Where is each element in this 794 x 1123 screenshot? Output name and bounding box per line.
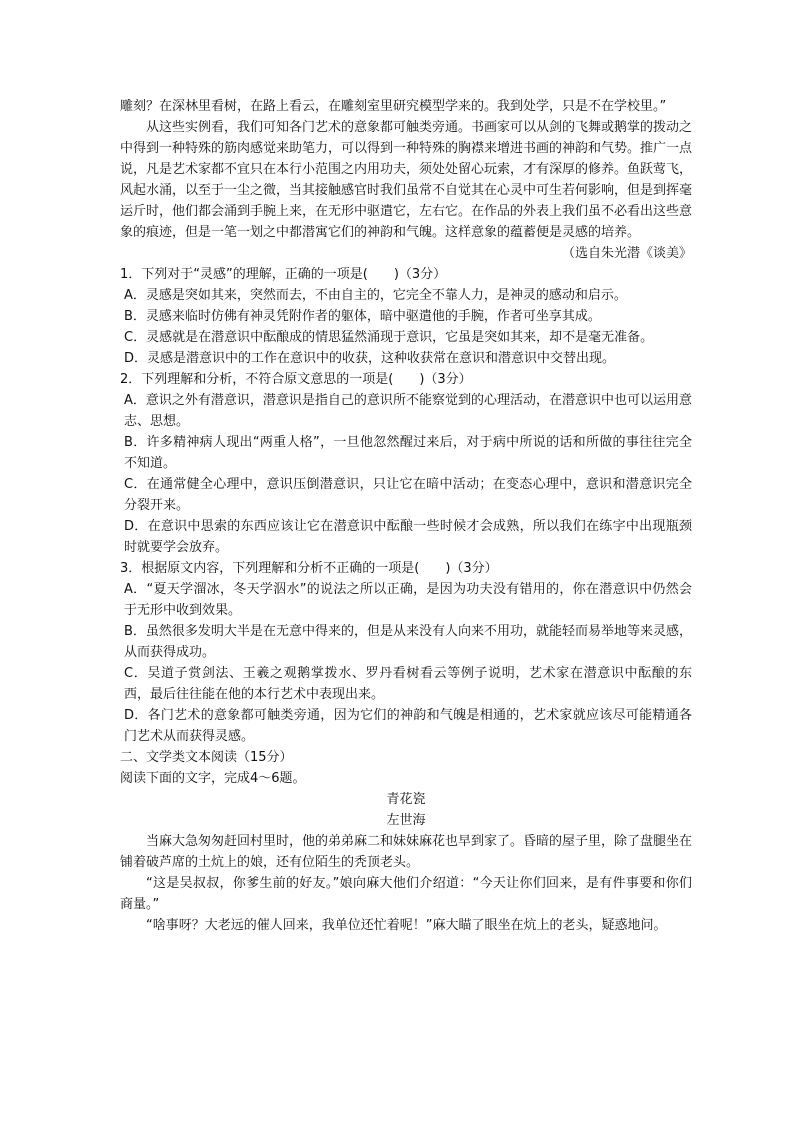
question-option: D．各门艺术的意象都可触类旁通，因为它们的神韵和气魄是相通的，艺术家就应该尽可能精通各门艺术从而获得灵感。 xyxy=(124,708,692,744)
question-stem: 2．下列理解和分析，不符合原文意思的一项是( )（3分） xyxy=(120,372,472,387)
question-option: A．灵感是突如其来，突然而去，不由自主的，它完全不靠人力，是神灵的感动和启示。 xyxy=(124,288,627,303)
story-title: 青花瓷 xyxy=(386,792,426,807)
question-option: C．灵感就是在潜意识中酝酿成的情思猛然涌现于意识，它虽是突如其来，却不是毫无准备。 xyxy=(124,330,654,345)
question-option: C．在通常健全心理中，意识压倒潜意识，只让它在暗中活动；在变态心理中，意识和潜意识完全分裂开来。 xyxy=(124,477,692,513)
question-2 xyxy=(120,369,692,558)
story-paragraph: 当麻大急匆匆赶回村里时，他的弟弟麻二和妹妹麻花也早到家了。昏暗的屋子里，除了盘腿坐在铺着破芦席的土炕上的娘，还有位陌生的秃顶老头。 xyxy=(120,834,693,870)
story-author: 左世海 xyxy=(386,813,426,828)
passage-paragraph-main: 从这些实例看，我们可知各门艺术的意象都可触类旁通。书画家可以从剑的飞舞或鹅掌的拨动之中得到一种特殊的筋肉感觉来助笔力，可以得到一种特殊的胸襟来增进书画的神韵和气势。推广一点说，凡是艺术家都不宜只在本行小范围之内用功夫，须处处留心玩索，才有深厚的修养。鱼跃莺飞，风起水涌，以至于一尘之微，当其接触感官时我们虽常不自觉其在心灵中可生若何影响，但是到挥毫运斤时，他们都会涌到手腕上来，在无形中驱遣它，左右它。在作品的外表上我们虽不必看出这些意象的痕迹，但是一笔一划之中都潜寓它们的神韵和气魄。这样意象的蕴蓄便是灵感的培养。 xyxy=(120,120,693,240)
question-option: C．吴道子赏剑法、王羲之观鹅掌拨水、罗丹看树看云等例子说明，艺术家在潜意识中酝酿的东西，最后往往能在他的本行艺术中表现出来。 xyxy=(124,666,692,702)
question-option: B．许多精神病人现出“两重人格”，一旦他忽然醒过来后，对于病中所说的话和所做的事往往完全不知道。 xyxy=(124,435,692,471)
story-paragraph: “啥事呀？大老远的催人回来，我单位还忙着呢！”麻大瞄了眼坐在炕上的老头，疑惑地问。 xyxy=(146,918,667,933)
question-option: A．“夏天学溜冰，冬天学泅水”的说法之所以正确，是因为功夫没有错用的，你在潜意识中仍然会于无形中收到效果。 xyxy=(124,582,692,618)
question-option: B．虽然很多发明大半是在无意中得来的，但是从来没有人向来不用功，就能轻而易举地等来灵感，从而获得成功。 xyxy=(124,624,692,660)
story-paragraph: “这是吴叔叔，你爹生前的好友。”娘向麻大他们介绍道：“今天让你们回来，是有件事要和你们商量。” xyxy=(120,876,692,912)
question-option: B．灵感来临时仿佛有神灵凭附作者的躯体，暗中驱遣他的手腕，作者可坐享其成。 xyxy=(124,309,601,324)
question-1 xyxy=(120,264,692,369)
question-stem: 1．下列对于“灵感”的理解，正确的一项是( )（3分） xyxy=(120,267,447,282)
question-stem: 3．根据原文内容，下列理解和分析不正确的一项是( )（3分） xyxy=(120,561,498,576)
passage-source: （选自朱光潜《谈美》 xyxy=(561,246,692,261)
document-page xyxy=(120,96,692,936)
section-instruction: 阅读下面的文字，完成4～6题。 xyxy=(120,771,306,786)
question-option: A．意识之外有潜意识，潜意识是指自己的意识所不能察觉到的心理活动，在潜意识中也可以运用意志、思想。 xyxy=(124,393,692,429)
question-option: D．灵感是潜意识中的工作在意识中的收获，这种收获常在意识和潜意识中交替出现。 xyxy=(124,351,616,366)
passage-paragraph-end: 雕刻？在深林里看树，在路上看云，在雕刻室里研究模型学来的。我到处学，只是不在学校里。” xyxy=(120,99,667,114)
question-3 xyxy=(120,558,692,747)
section-heading: 二、文学类文本阅读（15分） xyxy=(120,750,293,765)
question-option: D．在意识中思索的东西应该让它在潜意识中酝酿一些时候才会成熟，所以我们在练字中出现瓶颈时就要学会放弃。 xyxy=(124,519,692,555)
